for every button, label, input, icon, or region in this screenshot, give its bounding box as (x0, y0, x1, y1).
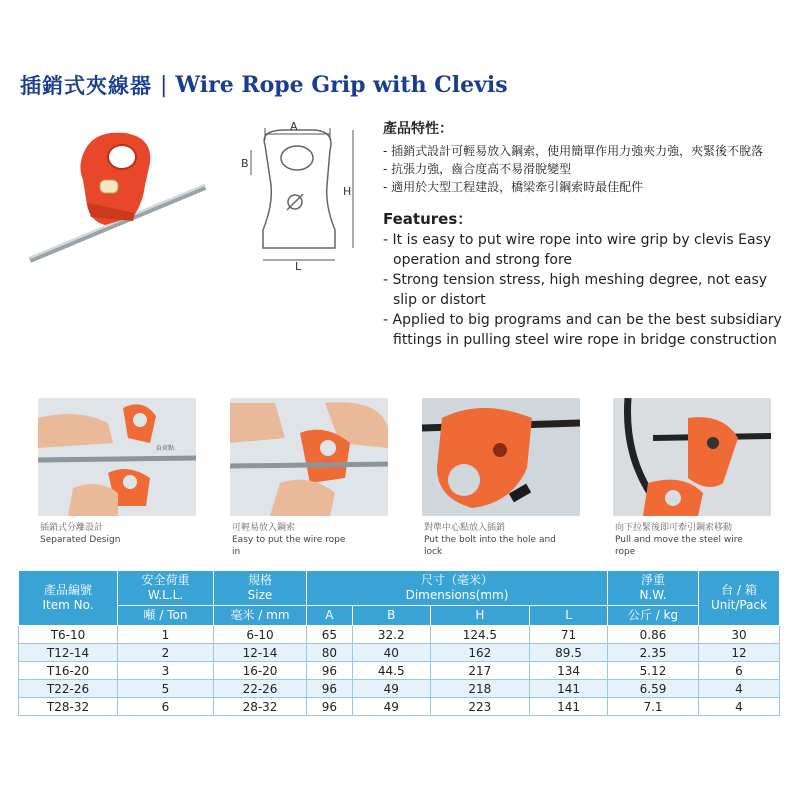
dim-label-l: L (295, 260, 302, 270)
features-list-zh (383, 142, 783, 196)
dimension-diagram (235, 120, 365, 270)
features-section (383, 120, 783, 350)
step-photo-bolt (422, 398, 580, 516)
table-row: T28-32 6 28-32 96 49 223 141 7.1 4 (19, 698, 780, 716)
features-list-en (383, 230, 783, 350)
header-unit-pack: 台 / 箱 Unit/Pack (699, 571, 780, 626)
table-row: T6-10 1 6-10 65 32.2 124.5 71 0.86 30 (19, 626, 780, 644)
title-chinese: 插銷式夾線器 (20, 74, 152, 98)
feature-item: - 抗張力強，齒合度高不易滑脫變型 (383, 162, 572, 176)
feature-item: - Strong tension stress, high meshing degree, not easy slip or distort (383, 272, 768, 308)
subheader-b: B (352, 606, 430, 626)
dim-label-b: B (241, 157, 249, 170)
specification-table (18, 570, 780, 716)
step-photo-insert (230, 398, 388, 516)
header-dimensions: 尺寸（毫米） Dimensions(mm) (307, 571, 608, 606)
feature-item: - 適用於大型工程建設，橋梁牽引鋼索時最佳配件 (383, 180, 644, 194)
dim-label-h: H (343, 185, 352, 198)
page-title (20, 70, 508, 100)
step-photo-separated (38, 398, 196, 516)
table-row: T22-26 5 22-26 96 49 218 141 6.59 4 (19, 680, 780, 698)
header-item-no: 產品編號 Item No. (19, 571, 118, 626)
header-wll: 安全荷重 W.L.L. (118, 571, 214, 606)
feature-item: - It is easy to put wire rope into wire grip by clevis Easy operation and strong fore (383, 232, 772, 268)
subheader-h: H (430, 606, 529, 626)
title-english: Wire Rope Grip with Clevis (175, 72, 508, 98)
header-net-weight: 淨重 N.W. (608, 571, 699, 606)
step-caption: 可輕易放入鋼索 Easy to put the wire rope in (232, 523, 346, 557)
photo-overlay-text: 負荷點 (156, 445, 175, 452)
features-heading-zh: 產品特性： (383, 121, 453, 137)
table-row: T12-14 2 12-14 80 40 162 89.5 2.35 12 (19, 644, 780, 662)
features-heading-en: Features： (383, 210, 473, 228)
subheader-kg: 公斤 / kg (608, 606, 699, 626)
subheader-l: L (530, 606, 608, 626)
step-caption: 插銷式分離設計 Separated Design (40, 523, 121, 545)
table-row: T16-20 3 16-20 96 44.5 217 134 5.12 6 (19, 662, 780, 680)
step-photo-pull (613, 398, 771, 516)
subheader-mm: 毫米 / mm (214, 606, 307, 626)
subheader-a: A (307, 606, 353, 626)
product-image (25, 125, 210, 275)
title-separator: | (160, 72, 168, 98)
feature-item: - 插銷式設計可輕易放入鋼索，使用簡單作用力強夾力強，夾緊後不脫落 (383, 144, 764, 158)
step-caption: 向下拉緊後即可牽引鋼索移動 Pull and move the steel wire rope (615, 523, 743, 557)
dim-label-a: A (290, 120, 298, 133)
subheader-ton: 噸 / Ton (118, 606, 214, 626)
header-size: 規格 Size (214, 571, 307, 606)
step-caption: 對準中心點放入插銷 Put the bolt into the hole and lock (424, 523, 556, 557)
feature-item: - Applied to big programs and can be the best subsidiary fittings in pulling steel wire rope in bridge construction (383, 312, 782, 348)
